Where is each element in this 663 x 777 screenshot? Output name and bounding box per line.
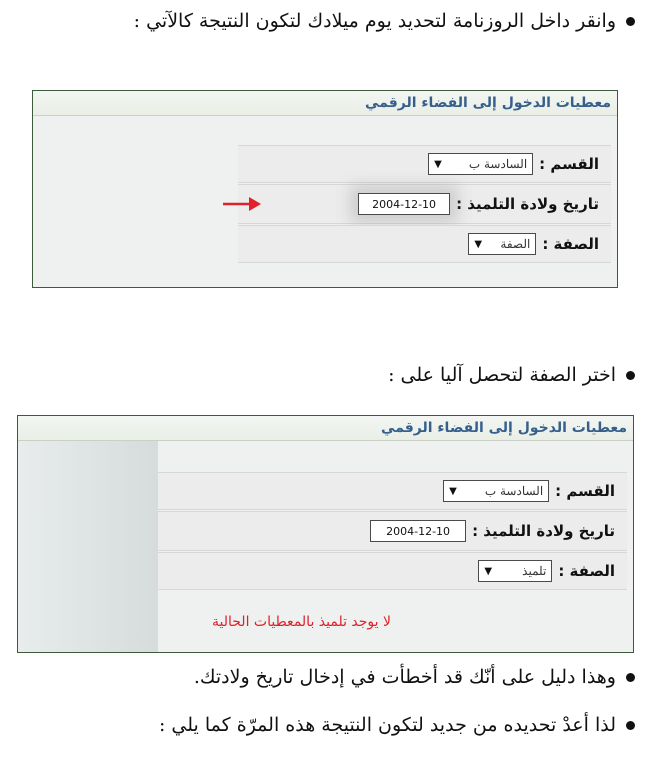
instruction-step2	[388, 366, 635, 385]
role-row	[238, 225, 611, 263]
instruction-text: وهذا دليل على أنّك قد أخطأت في إدخال تاريخ ولادتك.	[193, 666, 616, 688]
login-panel-1	[32, 90, 618, 288]
dob-label: تاريخ ولادة التلميذ :	[456, 195, 599, 213]
instruction-text: لذا أعدْ تحديده من جديد لتكون النتيجة هذه المرّة كما يلي :	[158, 714, 616, 736]
role-label: الصفة :	[542, 235, 599, 253]
instruction-text: وانقر داخل الروزنامة لتحديد يوم ميلادك لتكون النتيجة كالآتي :	[133, 10, 616, 32]
bullet-icon	[626, 17, 635, 26]
dob-value: 2004-12-10	[372, 197, 437, 211]
dob-field[interactable]	[358, 193, 450, 215]
section-row	[238, 145, 611, 183]
chevron-down-icon: ▼	[449, 485, 457, 497]
dob-field[interactable]	[370, 520, 466, 542]
instruction-step1	[134, 12, 635, 31]
section-value: السادسة ب	[484, 484, 544, 498]
dob-row	[238, 184, 611, 224]
section-row	[158, 472, 627, 510]
bullet-icon	[626, 371, 635, 380]
panel-header: معطيات الدخول إلى الفضاء الرقمي	[33, 91, 617, 116]
section-label: القسم :	[539, 155, 599, 173]
role-value: تلميذ	[522, 564, 547, 578]
dob-label: تاريخ ولادة التلميذ :	[472, 522, 615, 540]
bullet-icon	[626, 721, 635, 730]
chevron-down-icon: ▼	[434, 158, 442, 170]
panel-header: معطيات الدخول إلى الفضاء الرقمي	[18, 416, 633, 441]
role-select[interactable]	[478, 560, 552, 582]
role-select[interactable]	[468, 233, 536, 255]
dob-value: 2004-12-10	[386, 524, 451, 538]
chevron-down-icon: ▼	[474, 238, 483, 250]
section-select[interactable]	[428, 153, 533, 175]
error-message: لا يوجد تلميذ بالمعطيات الحالية	[212, 614, 391, 630]
role-value: الصفة	[500, 237, 531, 251]
section-value: السادسة ب	[468, 157, 528, 171]
dob-row	[158, 511, 627, 551]
section-select[interactable]	[443, 480, 549, 502]
instruction-text: اختر الصفة لتحصل آليا على :	[388, 364, 616, 386]
section-label: القسم :	[555, 482, 615, 500]
bullet-icon	[626, 673, 635, 682]
role-label: الصفة :	[558, 562, 615, 580]
instruction-step4	[159, 716, 635, 735]
side-gradient	[18, 441, 158, 652]
chevron-down-icon: ▼	[484, 565, 493, 577]
instruction-step3	[194, 668, 635, 687]
red-arrow-icon	[221, 194, 263, 214]
login-panel-2	[17, 415, 634, 653]
role-row	[158, 552, 627, 590]
